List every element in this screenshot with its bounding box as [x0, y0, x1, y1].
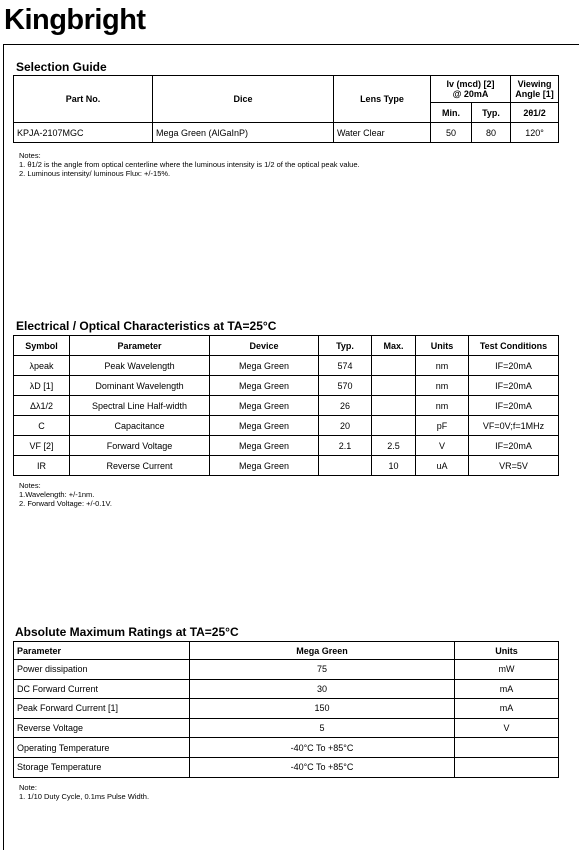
cell-max: 2.5: [372, 436, 416, 456]
table-row: [14, 456, 559, 476]
cell-units: mA: [455, 679, 559, 699]
table-row: [14, 718, 559, 738]
cell-cond: IF=20mA: [469, 356, 559, 376]
electrical-table: [13, 335, 559, 476]
cell-max: 10: [372, 456, 416, 476]
table-row: [14, 679, 559, 699]
header-units: Units: [455, 642, 559, 660]
header-typ: Typ.: [472, 103, 511, 123]
cell-parameter: Peak Forward Current [1]: [14, 699, 190, 719]
cell-typ: 80: [472, 123, 511, 143]
cell-part-no: KPJA-2107MGC: [14, 123, 153, 143]
selection-guide-table: [13, 75, 559, 143]
cell-parameter: Operating Temperature: [14, 738, 190, 758]
header-part-no: Part No.: [14, 76, 153, 123]
cell-value: -40°C To +85°C: [190, 757, 455, 777]
header-mega-green: Mega Green: [190, 642, 455, 660]
brand-logo: Kingbright: [4, 4, 146, 36]
cell-max: [372, 416, 416, 436]
cell-units: V: [455, 718, 559, 738]
cell-units: mA: [455, 699, 559, 719]
absolute-title: Absolute Maximum Ratings at TA=25°C: [15, 625, 239, 639]
table-row: [14, 356, 559, 376]
header-parameter: Parameter: [14, 642, 190, 660]
cell-device: Mega Green: [210, 436, 319, 456]
cell-typ: 2.1: [319, 436, 372, 456]
cell-typ: 20: [319, 416, 372, 436]
cell-symbol: IR: [14, 456, 70, 476]
cell-parameter: Reverse Current: [70, 456, 210, 476]
cell-cond: VF=0V;f=1MHz: [469, 416, 559, 436]
table-row: [14, 123, 559, 143]
cell-cond: IF=20mA: [469, 396, 559, 416]
header-min: Min.: [431, 103, 472, 123]
cell-parameter: DC Forward Current: [14, 679, 190, 699]
table-row: [14, 376, 559, 396]
cell-units: V: [416, 436, 469, 456]
cell-typ: 570: [319, 376, 372, 396]
cell-parameter: Reverse Voltage: [14, 718, 190, 738]
table-row: [14, 416, 559, 436]
cell-units: nm: [416, 396, 469, 416]
cell-units: pF: [416, 416, 469, 436]
cell-max: [372, 376, 416, 396]
table-row: [14, 757, 559, 777]
cell-value: -40°C To +85°C: [190, 738, 455, 758]
absolute-table: [13, 641, 559, 778]
table-row: [14, 436, 559, 456]
header-typ: Typ.: [319, 336, 372, 356]
cell-device: Mega Green: [210, 356, 319, 376]
cell-parameter: Forward Voltage: [70, 436, 210, 456]
cell-symbol: C: [14, 416, 70, 436]
header-viewing-angle: [511, 76, 559, 103]
cell-parameter: Power dissipation: [14, 660, 190, 680]
header-theta: 2θ1/2: [511, 103, 559, 123]
selection-guide-title: Selection Guide: [16, 60, 107, 74]
table-row: [14, 699, 559, 719]
header-max: Max.: [372, 336, 416, 356]
cell-device: Mega Green: [210, 376, 319, 396]
header-iv: [431, 76, 511, 103]
cell-lens-type: Water Clear: [334, 123, 431, 143]
cell-typ: [319, 456, 372, 476]
cell-units: [455, 757, 559, 777]
cell-symbol: VF [2]: [14, 436, 70, 456]
cell-parameter: Capacitance: [70, 416, 210, 436]
cell-value: 30: [190, 679, 455, 699]
cell-cond: IF=20mA: [469, 436, 559, 456]
header-parameter: Parameter: [70, 336, 210, 356]
header-view-line2: Angle [1]: [515, 89, 554, 99]
header-iv-line2: @ 20mA: [452, 89, 489, 99]
absolute-notes: Note: 1. 1/10 Duty Cycle, 0.1ms Pulse Width.: [19, 783, 150, 801]
cell-units: mW: [455, 660, 559, 680]
table-row: [14, 738, 559, 758]
cell-units: nm: [416, 356, 469, 376]
cell-cond: VR=5V: [469, 456, 559, 476]
cell-cond: IF=20mA: [469, 376, 559, 396]
cell-parameter: Storage Temperature: [14, 757, 190, 777]
header-dice: Dice: [153, 76, 334, 123]
cell-dice: Mega Green (AlGaInP): [153, 123, 334, 143]
header-view-line1: Viewing: [517, 79, 552, 89]
cell-max: [372, 396, 416, 416]
cell-symbol: Δλ1/2: [14, 396, 70, 416]
cell-min: 50: [431, 123, 472, 143]
cell-units: nm: [416, 376, 469, 396]
cell-device: Mega Green: [210, 416, 319, 436]
cell-value: 5: [190, 718, 455, 738]
cell-value: 75: [190, 660, 455, 680]
electrical-title: Electrical / Optical Characteristics at TA=25°C: [16, 319, 277, 333]
cell-angle: 120°: [511, 123, 559, 143]
header-test-conditions: Test Conditions: [469, 336, 559, 356]
cell-parameter: Peak Wavelength: [70, 356, 210, 376]
cell-units: uA: [416, 456, 469, 476]
header-iv-line1: Iv (mcd) [2]: [446, 79, 495, 89]
cell-parameter: Dominant Wavelength: [70, 376, 210, 396]
cell-symbol: λD [1]: [14, 376, 70, 396]
cell-units: [455, 738, 559, 758]
cell-device: Mega Green: [210, 456, 319, 476]
cell-max: [372, 356, 416, 376]
cell-typ: 574: [319, 356, 372, 376]
table-row: [14, 396, 559, 416]
cell-value: 150: [190, 699, 455, 719]
electrical-notes: Notes: 1.Wavelength: +/-1nm. 2. Forward Voltage: +/-0.1V.: [19, 481, 112, 508]
cell-typ: 26: [319, 396, 372, 416]
cell-symbol: λpeak: [14, 356, 70, 376]
header-symbol: Symbol: [14, 336, 70, 356]
cell-parameter: Spectral Line Half-width: [70, 396, 210, 416]
header-device: Device: [210, 336, 319, 356]
table-row: [14, 660, 559, 680]
header-lens-type: Lens Type: [334, 76, 431, 123]
cell-device: Mega Green: [210, 396, 319, 416]
selection-notes: Notes: 1. θ1/2 is the angle from optical centerline where the luminous intensity is 1/2 of the optical peak value. 2. Luminous intensity/ luminous Flux: +/-15%.: [19, 151, 360, 178]
header-units: Units: [416, 336, 469, 356]
